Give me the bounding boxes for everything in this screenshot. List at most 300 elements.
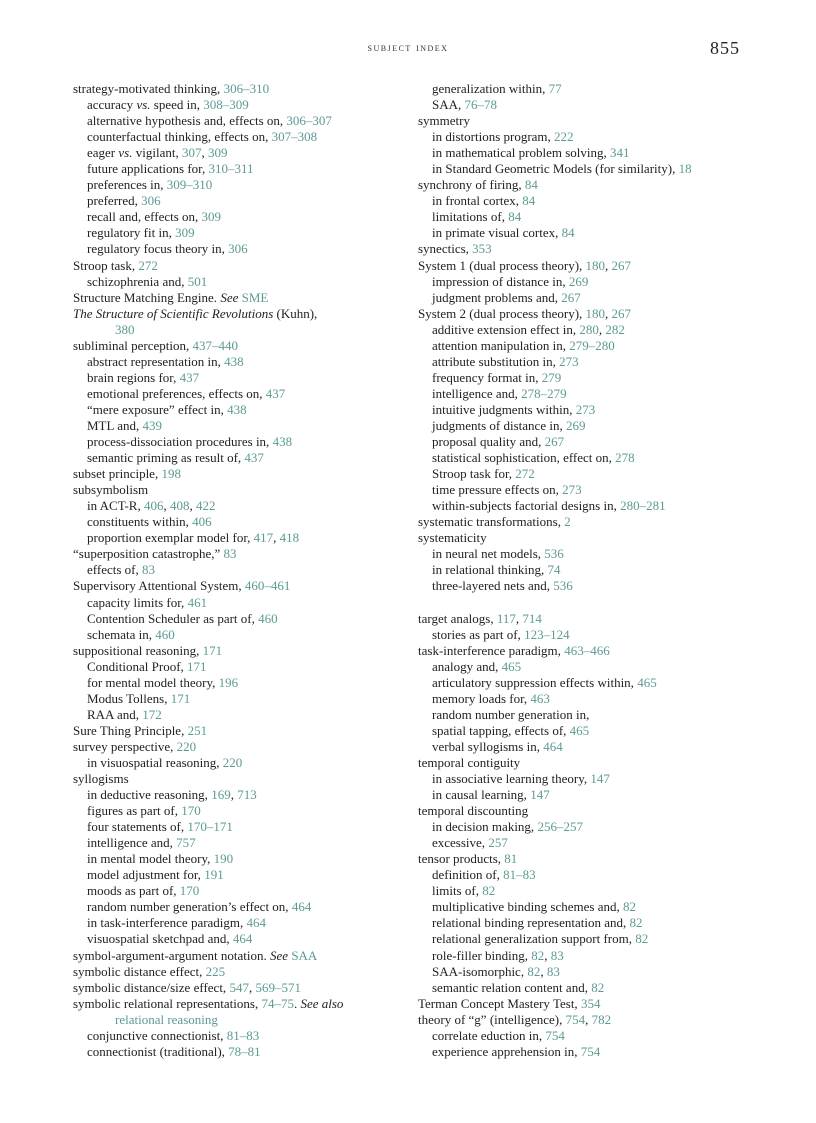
entry-text: , <box>189 498 196 514</box>
index-entry <box>418 643 778 659</box>
entry-text: symbolic distance effect, <box>73 963 206 979</box>
index-subentry <box>73 450 403 466</box>
page-reference-link[interactable]: 82 <box>531 947 545 963</box>
entry-text: proportion exemplar model for, <box>87 530 254 546</box>
entry-text: in mathematical problem solving, <box>432 145 610 161</box>
index-subentry <box>73 803 403 819</box>
page-reference-link[interactable]: 279–280 <box>569 337 615 353</box>
entry-text: in relational thinking, <box>432 562 548 578</box>
index-subentry <box>73 418 403 434</box>
index-subentry <box>418 354 778 370</box>
page-reference-link[interactable]: 754 <box>545 1027 565 1043</box>
entry-text: random number generation in, <box>432 706 590 722</box>
entry-text: generalization within, <box>432 81 549 96</box>
page-reference-link[interactable]: 282 <box>605 321 625 337</box>
index-entry <box>418 306 778 322</box>
index-entry <box>73 643 403 659</box>
index-continuation <box>73 322 403 338</box>
page-reference-link[interactable]: 536 <box>544 546 564 562</box>
page-reference-link[interactable]: SAA <box>291 947 318 963</box>
entry-text: in mental model theory, <box>87 851 214 867</box>
page-reference-link[interactable]: 278 <box>615 450 635 466</box>
index-subentry <box>73 787 403 803</box>
page-reference-link[interactable]: 280–281 <box>620 498 666 514</box>
page-reference-link[interactable]: 757 <box>176 835 196 851</box>
page-reference-link[interactable]: 269 <box>568 273 589 289</box>
entry-text: synchrony of firing, <box>418 177 525 193</box>
page-reference-link[interactable]: 222 <box>554 129 574 145</box>
page-reference-link[interactable]: relational reasoning <box>115 1011 218 1027</box>
index-subentry <box>418 1044 778 1060</box>
entry-text: conjunctive connectionist, <box>87 1027 227 1043</box>
page-reference-link[interactable]: 354 <box>580 995 601 1011</box>
entry-text: analogy and, <box>432 658 502 674</box>
index-subentry <box>73 595 403 611</box>
entry-text: constituents within, <box>87 514 193 530</box>
entry-text: Sure Thing Principle, <box>73 722 188 738</box>
index-subentry <box>418 787 778 803</box>
running-head: subject index <box>367 42 449 54</box>
index-subentry <box>418 386 778 402</box>
entry-text: tensor products, <box>418 851 505 867</box>
entry-text: relational binding representation and, <box>432 915 630 931</box>
index-subentry <box>73 899 403 915</box>
page-reference-link[interactable]: 438 <box>227 401 247 417</box>
index-subentry <box>73 434 403 450</box>
entry-text: Contention Scheduler as part of, <box>87 610 259 626</box>
page-reference-link[interactable]: 437 <box>244 450 264 466</box>
entry-text: theory of “g” (intelligence), <box>418 1011 566 1027</box>
page-reference-link[interactable]: 714 <box>522 610 542 626</box>
index-entry <box>418 611 778 627</box>
index-subentry <box>418 883 778 899</box>
page-reference-link[interactable]: 408 <box>169 498 190 514</box>
page-reference-link[interactable]: 170 <box>179 883 200 899</box>
index-column-right <box>418 81 778 1060</box>
page-reference-link[interactable]: 267 <box>561 289 581 305</box>
entry-text: limitations of, <box>432 209 509 225</box>
page-reference-link[interactable]: 547 <box>229 979 249 995</box>
entry-text: accuracy <box>87 97 137 113</box>
page-reference-link[interactable]: 272 <box>138 257 158 273</box>
index-subentry <box>73 627 403 643</box>
index-entry <box>73 996 403 1012</box>
index-entry <box>73 482 403 498</box>
page-reference-link[interactable]: 438 <box>224 353 244 369</box>
index-subentry <box>418 707 778 723</box>
index-subentry <box>73 514 403 530</box>
entry-text: additive extension effect in, <box>432 321 580 337</box>
entry-text: semantic relation content and, <box>432 979 592 995</box>
page-reference-link[interactable]: 74 <box>547 562 561 578</box>
entry-text: systematicity <box>418 530 487 546</box>
page-reference-link[interactable]: 256–257 <box>537 819 583 835</box>
entry-text: moods as part of, <box>87 883 180 899</box>
entry-text: for mental model theory, <box>87 674 219 690</box>
index-subentry <box>418 867 778 883</box>
index-entry <box>418 755 778 771</box>
page-reference-link[interactable]: 196 <box>218 674 239 690</box>
entry-text: subliminal perception, <box>73 337 193 353</box>
page-reference-link[interactable]: 279 <box>541 369 562 385</box>
page-reference-link[interactable]: 306–307 <box>286 113 332 129</box>
index-subentry <box>73 530 403 546</box>
page-reference-link[interactable]: 306 <box>141 193 161 209</box>
page-reference-link[interactable]: 84 <box>561 225 575 241</box>
index-entry <box>73 81 403 97</box>
page-reference-link[interactable]: 81–83 <box>226 1027 260 1043</box>
page-reference-link[interactable]: 170 <box>181 803 201 819</box>
entry-text: judgments of distance in, <box>432 417 566 433</box>
entry-text: symbol-argument-argument notation. <box>73 947 271 963</box>
page-reference-link[interactable]: 170–171 <box>187 819 233 835</box>
page-reference-link[interactable]: 273 <box>575 401 596 417</box>
entry-text: Structure Matching Engine. <box>73 289 221 305</box>
page-reference-link[interactable]: 754 <box>580 1043 601 1059</box>
index-subentry <box>418 899 778 915</box>
page-reference-link[interactable]: 437 <box>265 385 286 401</box>
page-reference-link[interactable]: 225 <box>205 963 226 979</box>
italic-text: See <box>220 289 239 305</box>
entry-text: , <box>598 321 606 337</box>
page-reference-link[interactable]: 278–279 <box>521 385 567 401</box>
index-subentry <box>418 771 778 787</box>
index-subentry <box>418 193 778 209</box>
page-reference-link[interactable]: 18 <box>678 161 692 177</box>
page-reference-link[interactable]: 147 <box>590 771 610 787</box>
page-reference-link[interactable]: 461 <box>187 594 208 610</box>
index-subentry <box>73 931 403 947</box>
page-reference-link[interactable]: 82 <box>623 899 636 915</box>
page-reference-link[interactable]: 180 <box>585 305 606 321</box>
italic-text: See also <box>300 995 344 1011</box>
index-subentry <box>73 562 403 578</box>
entry-text: target analogs, <box>418 610 497 626</box>
page-reference-link[interactable]: 81 <box>504 851 518 867</box>
entry-text: semantic priming as result of, <box>87 450 245 466</box>
entry-text: in causal learning, <box>432 787 531 803</box>
index-subentry <box>418 723 778 739</box>
entry-text: spatial tapping, effects of, <box>432 722 570 738</box>
index-subentry <box>73 97 403 113</box>
page-reference-link[interactable]: 501 <box>187 273 208 289</box>
index-subentry <box>73 386 403 402</box>
index-subentry <box>73 354 403 370</box>
page-reference-link[interactable]: 273 <box>562 482 582 498</box>
page-reference-link[interactable]: 460 <box>258 610 278 626</box>
entry-text: strategy-motivated thinking, <box>73 81 224 96</box>
page-reference-link[interactable]: 460 <box>155 626 175 642</box>
index-subentry <box>418 129 778 145</box>
entry-text: “superposition catastrophe,” <box>73 546 224 562</box>
index-subentry <box>418 290 778 306</box>
index-subentry <box>73 611 403 627</box>
index-entry <box>73 723 403 739</box>
index-subentry <box>418 675 778 691</box>
index-entry <box>418 241 778 257</box>
entry-text: subset principle, <box>73 466 162 482</box>
page-reference-link[interactable]: 438 <box>272 434 293 450</box>
index-subentry <box>418 562 778 578</box>
page-reference-link[interactable]: 280 <box>579 321 599 337</box>
entry-text: System 2 (dual process theory), <box>418 305 586 321</box>
index-subentry <box>73 755 403 771</box>
entry-text: brain regions for, <box>87 369 180 385</box>
page-reference-link[interactable]: 569–571 <box>255 979 301 995</box>
index-subentry <box>418 578 778 594</box>
page-reference-link[interactable]: 465 <box>569 722 590 738</box>
index-subentry <box>418 450 778 466</box>
page-reference-link[interactable]: 464 <box>232 931 253 947</box>
index-subentry <box>418 145 778 161</box>
entry-text: Modus Tollens, <box>87 690 171 706</box>
page-reference-link[interactable]: 380 <box>115 321 135 337</box>
page-reference-link[interactable]: 437 <box>179 369 200 385</box>
entry-text: Stroop task for, <box>432 466 516 482</box>
page-reference-link[interactable]: 353 <box>472 241 492 257</box>
entry-text: survey perspective, <box>73 738 177 754</box>
entry-text: task-interference paradigm, <box>418 642 565 658</box>
page-reference-link[interactable]: 2 <box>564 514 571 530</box>
page-reference-link[interactable]: 117 <box>496 610 516 626</box>
index-entry <box>73 980 403 996</box>
entry-text: Terman Concept Mastery Test, <box>418 995 581 1011</box>
page-reference-link[interactable]: 220 <box>176 738 197 754</box>
page-reference-link[interactable]: 257 <box>488 835 508 851</box>
entry-text: process-dissociation procedures in, <box>87 434 273 450</box>
page-reference-link[interactable]: 82 <box>591 979 605 995</box>
page-reference-link[interactable]: 418 <box>279 530 300 546</box>
page-reference-link[interactable]: 82 <box>635 931 649 947</box>
page-reference-link[interactable]: 171 <box>170 690 191 706</box>
index-subentry <box>73 835 403 851</box>
page-reference-link[interactable]: 307–308 <box>271 129 318 145</box>
index-subentry <box>73 851 403 867</box>
entry-text: speed in, <box>150 97 204 113</box>
entry-text: in neural net models, <box>432 546 545 562</box>
index-subentry <box>418 915 778 931</box>
page-reference-link[interactable]: 465 <box>501 658 522 674</box>
italic-text: vs. <box>118 145 133 161</box>
entry-text: multiplicative binding schemes and, <box>432 899 623 915</box>
page-reference-link[interactable]: 82 <box>482 883 496 899</box>
page-reference-link[interactable]: 267 <box>544 434 565 450</box>
index-subentry <box>418 97 778 113</box>
entry-text: temporal discounting <box>418 803 529 819</box>
page-reference-link[interactable]: 437–440 <box>192 337 239 353</box>
index-subentry <box>418 370 778 386</box>
index-entry <box>73 338 403 354</box>
index-subentry <box>73 161 403 177</box>
entry-text: in ACT-R, <box>87 498 144 514</box>
index-subentry <box>418 482 778 498</box>
index-entry <box>418 996 778 1012</box>
page-reference-link[interactable]: 191 <box>204 867 224 883</box>
page-reference-link[interactable]: 84 <box>524 177 538 193</box>
page-reference-link[interactable]: 272 <box>515 466 535 482</box>
page-reference-link[interactable]: 171 <box>202 642 223 658</box>
page-reference-link[interactable]: 713 <box>237 787 257 803</box>
index-subentry <box>418 964 778 980</box>
index-entry <box>418 177 778 193</box>
entry-text: , <box>605 305 612 321</box>
page-reference-link[interactable]: 406 <box>192 514 212 530</box>
entry-gap <box>418 595 778 611</box>
entry-text: abstract representation in, <box>87 353 225 369</box>
entry-text: . <box>293 995 301 1011</box>
page-reference-link[interactable]: 406 <box>143 498 164 514</box>
index-subentry <box>73 659 403 675</box>
entry-text: symmetry <box>418 113 470 129</box>
page-reference-link[interactable]: 267 <box>611 305 632 321</box>
entry-text: connectionist (traditional), <box>87 1043 229 1059</box>
page-reference-link[interactable]: 190 <box>213 851 234 867</box>
entry-text: memory loads for, <box>432 690 531 706</box>
page-reference-link[interactable]: 169 <box>211 787 231 803</box>
entry-text: capacity limits for, <box>87 594 188 610</box>
entry-text: , <box>515 610 523 626</box>
page-reference-link[interactable]: 251 <box>187 722 208 738</box>
page-reference-link[interactable]: 310–311 <box>208 161 254 177</box>
page-reference-link[interactable]: 309–310 <box>166 177 213 193</box>
index-subentry <box>418 418 778 434</box>
page-reference-link[interactable]: 123–124 <box>524 626 570 642</box>
index-entry <box>418 258 778 274</box>
italic-text: The Structure of Scientific Revolutions <box>73 305 274 321</box>
page-reference-link[interactable]: 77 <box>548 81 562 96</box>
entry-text: System 1 (dual process theory), <box>418 257 586 273</box>
page-reference-link[interactable]: 78–81 <box>228 1043 261 1059</box>
page-reference-link[interactable]: 76–78 <box>464 97 498 113</box>
index-subentry <box>73 867 403 883</box>
page-reference-link[interactable]: 464 <box>543 738 563 754</box>
index-subentry <box>73 691 403 707</box>
page-reference-link[interactable]: 536 <box>553 578 573 594</box>
entry-text: in deductive reasoning, <box>87 787 212 803</box>
page-reference-link[interactable]: 82 <box>527 963 541 979</box>
page-reference-link[interactable]: 83 <box>141 562 155 578</box>
index-subentry <box>418 948 778 964</box>
entry-text: model adjustment for, <box>87 867 205 883</box>
index-subentry <box>73 883 403 899</box>
page-reference-link[interactable]: 463–466 <box>564 642 610 658</box>
entry-text: symbolic distance/size effect, <box>73 979 230 995</box>
page-reference-link[interactable]: 267 <box>611 257 632 273</box>
index-entry <box>73 948 403 964</box>
page-reference-link[interactable]: 273 <box>559 353 579 369</box>
entry-text: four statements of, <box>87 819 188 835</box>
page-reference-link[interactable]: 464 <box>291 899 312 915</box>
page-reference-link[interactable]: 82 <box>629 915 643 931</box>
page-reference-link[interactable]: 309 <box>207 145 228 161</box>
index-subentry <box>418 819 778 835</box>
index-subentry <box>73 129 403 145</box>
page-reference-link[interactable]: 754 <box>565 1011 586 1027</box>
page-reference-link[interactable]: SME <box>241 289 269 305</box>
page-reference-link[interactable]: 306 <box>228 241 248 257</box>
page-reference-link[interactable]: 180 <box>585 257 606 273</box>
entry-text: excessive, <box>432 835 489 851</box>
page-reference-link[interactable]: 147 <box>530 787 550 803</box>
page-reference-link[interactable]: 308–309 <box>203 97 249 113</box>
entry-text: in Standard Geometric Models (for similarity), <box>432 161 679 177</box>
page-reference-link[interactable]: 84 <box>508 209 522 225</box>
entry-text: limits of, <box>432 883 483 899</box>
page-reference-link[interactable]: 198 <box>161 466 181 482</box>
entry-text: Conditional Proof, <box>87 658 188 674</box>
entry-text: proposal quality and, <box>432 434 545 450</box>
page-reference-link[interactable]: 309 <box>201 209 222 225</box>
page-reference-link[interactable]: 465 <box>637 674 657 690</box>
page-number: 855 <box>710 38 740 58</box>
page-reference-link[interactable]: 782 <box>591 1011 612 1027</box>
page-reference-link[interactable]: 307 <box>181 145 202 161</box>
index-subentry <box>418 338 778 354</box>
entry-text: definition of, <box>432 867 504 883</box>
page-reference-link[interactable]: 417 <box>253 530 274 546</box>
page-reference-link[interactable]: 309 <box>175 225 195 241</box>
page-reference-link[interactable]: 460–461 <box>244 578 291 594</box>
page-reference-link[interactable]: 464 <box>246 915 267 931</box>
page-reference-link[interactable]: 172 <box>142 706 162 722</box>
index-subentry <box>73 707 403 723</box>
entry-text: MTL and, <box>87 417 143 433</box>
entry-text: counterfactual thinking, effects on, <box>87 129 272 145</box>
entry-text: systematic transformations, <box>418 514 565 530</box>
page-reference-link[interactable]: 171 <box>187 658 207 674</box>
page-reference-link[interactable]: 463 <box>530 690 550 706</box>
index-subentry <box>418 1028 778 1044</box>
index-subentry <box>418 161 778 177</box>
page-reference-link[interactable]: 81–83 <box>503 867 536 883</box>
entry-text: preferences in, <box>87 177 167 193</box>
entry-text: visuospatial sketchpad and, <box>87 931 233 947</box>
page-reference-link[interactable]: 439 <box>142 417 162 433</box>
entry-text: , <box>585 1011 592 1027</box>
page-reference-link[interactable]: 83 <box>546 963 560 979</box>
page-reference-link[interactable]: 422 <box>195 498 216 514</box>
entry-text: experience apprehension in, <box>432 1043 581 1059</box>
index-subentry <box>418 980 778 996</box>
page-reference-link[interactable]: 306–310 <box>223 81 270 96</box>
index-entry <box>73 258 403 274</box>
index-subentry <box>73 193 403 209</box>
entry-text: eager <box>87 145 119 161</box>
entry-text: , <box>540 963 547 979</box>
page-reference-link[interactable]: 83 <box>223 546 237 562</box>
index-entry <box>73 546 403 562</box>
page-reference-link[interactable]: 269 <box>565 417 586 433</box>
entry-text: articulatory suppression effects within, <box>432 674 638 690</box>
page-reference-link[interactable]: 84 <box>522 193 536 209</box>
index-subentry <box>418 659 778 675</box>
entry-text: frequency format in, <box>432 369 542 385</box>
entry-text: , <box>248 979 256 995</box>
index-subentry <box>418 627 778 643</box>
index-subentry <box>73 1028 403 1044</box>
page-reference-link[interactable]: 220 <box>222 754 243 770</box>
entry-text: stories as part of, <box>432 626 525 642</box>
page-reference-link[interactable]: 341 <box>610 145 630 161</box>
index-subentry <box>73 113 403 129</box>
italic-text: See <box>270 947 289 963</box>
entry-text: statistical sophistication, effect on, <box>432 450 616 466</box>
page-reference-link[interactable]: 74–75 <box>261 995 294 1011</box>
entry-text: relational generalization support from, <box>432 931 636 947</box>
page-reference-link[interactable]: 83 <box>550 947 564 963</box>
entry-text: , <box>605 257 612 273</box>
index-subentry <box>73 915 403 931</box>
